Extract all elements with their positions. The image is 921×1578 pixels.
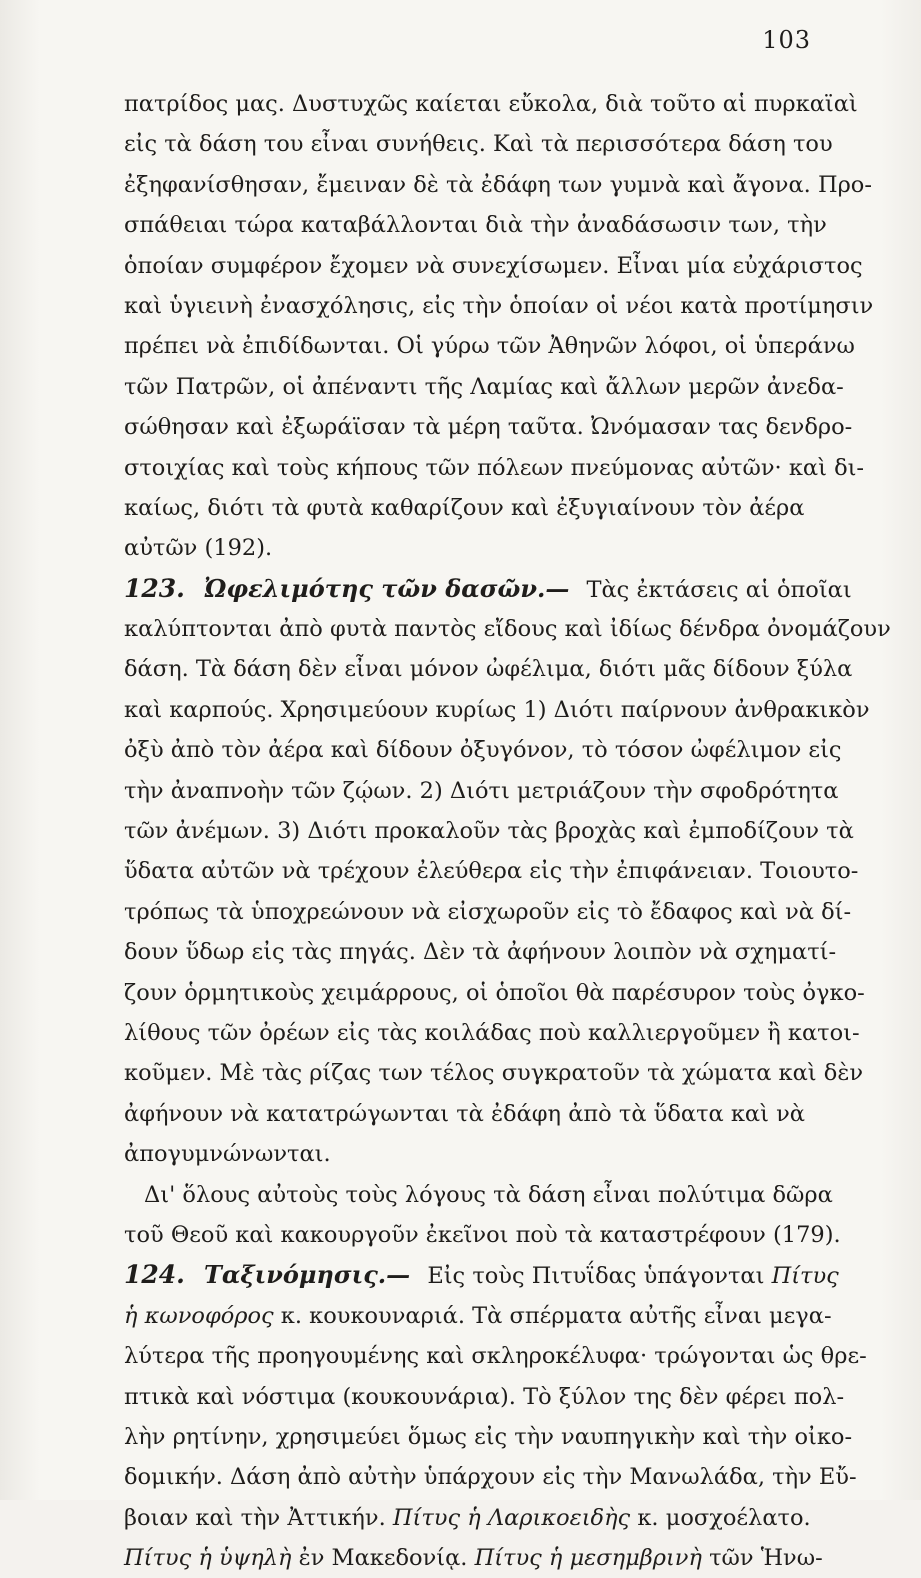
- text-fragment: Εἰς τοὺς Πιτυΐδας ὑπάγονται: [427, 1263, 765, 1290]
- text-line: πατρίδος μας. Δυστυχῶς καίεται εὔκολα, διὰ τοῦτο αἱ πυρκαϊαὶ: [124, 91, 858, 117]
- text-fragment: Τὰς ἐκτάσεις αἱ ὁποῖαι: [586, 576, 852, 603]
- text-line: τῶν Πατρῶν, οἱ ἀπέναντι τῆς Λαμίας καὶ ἄλλων μερῶν ἀνεδα-: [124, 373, 844, 400]
- text-fragment: Πίτυς ἡ ὑψηλὴ: [124, 1545, 292, 1572]
- text-fragment: ἡ κωνοφόρος: [124, 1302, 274, 1329]
- text-fragment: ἐν Μακεδονίᾳ.: [298, 1545, 468, 1572]
- page-number: 103: [762, 26, 811, 54]
- text-line: ἀπογυμνώνωνται.: [124, 1141, 331, 1168]
- text-line: ὀξὺ ἀπὸ τὸν ἀέρα καὶ δίδουν ὀξυγόνον, τὸ τόσον ὠφέλιμον εἰς: [124, 737, 842, 764]
- text-line: καὶ καρπούς. Χρησιμεύουν κυρίως 1) Διότι παίρνουν ἀνθρακικὸν: [124, 696, 870, 723]
- text-line: ὕδατα αὐτῶν νὰ τρέχουν ἐλεύθερα εἰς τὴν ἐπιφάνειαν. Τοιουτο-: [124, 858, 859, 885]
- text-line: δουν ὕδωρ εἰς τὰς πηγάς. Δὲν τὰ ἀφήνουν λοιπὸν νὰ σχηματί-: [124, 939, 837, 966]
- text-fragment: κ. κουκουναριά. Τὰ σπέρματα αὐτῆς εἶναι μεγα-: [280, 1302, 832, 1329]
- text-fragment: Πίτυς ἡ μεσημβρινὴ: [474, 1545, 702, 1572]
- section-heading-line: [124, 569, 852, 609]
- text-line: λίθους τῶν ὀρέων εἰς τὰς κοιλάδας ποὺ καλλιεργοῦμεν ἢ κατοι-: [124, 1019, 860, 1046]
- text-fragment: τῶν Ἡνω-: [709, 1545, 823, 1572]
- text-line: καλύπτονται ἀπὸ φυτὰ παντὸς εἴδους καὶ ἰδίως δένδρα ὀνομάζουν: [124, 616, 891, 643]
- text-line: ἀφήνουν νὰ κατατρώγωνται τὰ ἐδάφη ἀπὸ τὰ ὕδατα καὶ νὰ: [124, 1100, 805, 1127]
- text-line: πτικὰ καὶ νόστιμα (κουκουνάρια). Τὸ ξύλον της δὲν φέρει πολ-: [124, 1383, 845, 1410]
- text-line: σπάθειαι τώρα καταβάλλονται διὰ τὴν ἀναδάσωσιν των, τὴν: [124, 212, 827, 239]
- text-fragment: Πίτυς ἡ Λαρικοειδὴς: [392, 1504, 631, 1531]
- text-line: ὁποίαν συμφέρον ἔχομεν νὰ συνεχίσωμεν. Εἶναι μία εὐχάριστος: [124, 252, 863, 279]
- section-number: 124.: [124, 1260, 185, 1290]
- text-line: τρόπως τὰ ὑποχρεώνουν νὰ εἰσχωροῦν εἰς τὸ ἔδαφος καὶ νὰ δί-: [124, 898, 852, 925]
- text-line: [124, 1498, 811, 1538]
- text-line: λύτερα τῆς προηγουμένης καὶ σκληροκέλυφα· τρώγονται ὡς θρε-: [124, 1343, 867, 1370]
- text-line: τῶν ἀνέμων. 3) Διότι προκαλοῦν τὰς βροχὰς καὶ ἐμποδίζουν τὰ: [124, 818, 854, 845]
- text-line: στοιχίας καὶ τοὺς κήπους τῶν πόλεων πνεύμονας αὐτῶν· καὶ δι-: [124, 454, 865, 481]
- text-line: ζουν ὁρμητικοὺς χειμάρρους, οἱ ὁποῖοι θὰ παρέσυρον τοὺς ὀγκο-: [124, 979, 865, 1006]
- section-title: Ταξινόμησις.—: [204, 1260, 411, 1290]
- text-line: δομικήν. Δάση ἀπὸ αὐτὴν ὑπάρχουν εἰς τὴν Μανωλάδα, τὴν Εὔ-: [124, 1464, 857, 1491]
- text-line: τὴν ἀναπνοὴν τῶν ζῴων. 2) Διότι μετριάζουν τὴν σφοδρότητα: [124, 777, 839, 804]
- section-title: Ὠφελιμότης τῶν δασῶν.—: [204, 573, 570, 603]
- text-line: ἐξηφανίσθησαν, ἔμειναν δὲ τὰ ἐδάφη των γυμνὰ καὶ ἄγονα. Προ-: [124, 171, 872, 198]
- text-line: καὶ ὑγιεινὴ ἐνασχόλησις, εἰς τὴν ὁποίαν οἱ νέοι κατὰ προτίμησιν: [124, 292, 874, 319]
- text-fragment: βοιαν καὶ τὴν Ἀττικήν.: [124, 1504, 386, 1531]
- text-line: κοῦμεν. Μὲ τὰς ρίζας των τέλος συγκρατοῦν τὰ χώματα καὶ δὲν: [124, 1060, 864, 1087]
- text-fragment: κ. μοσχοέλατο.: [637, 1504, 811, 1531]
- text-line: Δι' ὅλους αὐτοὺς τοὺς λόγους τὰ δάση εἶναι πολύτιμα δῶρα: [144, 1181, 833, 1208]
- text-line: τοῦ Θεοῦ καὶ κακουργοῦν ἐκεῖνοι ποὺ τὰ καταστρέφουν (179).: [124, 1221, 841, 1248]
- text-fragment: Πίτυς: [771, 1263, 839, 1290]
- text-line: εἰς τὰ δάση του εἶναι συνήθεις. Καὶ τὰ περισσότερα δάση του: [124, 131, 833, 158]
- text-line: λὴν ρητίνην, χρησιμεύει ὅμως εἰς τὴν ναυπηγικὴν καὶ τὴν οἰκο-: [124, 1423, 853, 1450]
- text-line: δάση. Τὰ δάση δὲν εἶναι μόνον ὠφέλιμα, διότι μᾶς δίδουν ξύλα: [124, 656, 853, 683]
- text-line: [124, 1296, 832, 1336]
- body-text: [124, 84, 891, 1578]
- text-line: καίως, διότι τὰ φυτὰ καθαρίζουν καὶ ἐξυγιαίνουν τὸν ἀέρα: [124, 494, 805, 521]
- section-number: 123.: [124, 573, 185, 603]
- text-line: αὐτῶν (192).: [124, 535, 273, 562]
- text-line: πρέπει νὰ ἐπιδίδωνται. Οἱ γύρω τῶν Ἀθηνῶν λόφοι, οἱ ὑπεράνω: [124, 333, 855, 360]
- section-heading-line: [124, 1255, 839, 1295]
- text-line: [124, 1538, 823, 1578]
- text-line: σώθησαν καὶ ἐξωράϊσαν τὰ μέρη ταῦτα. Ὠνόμασαν τας δενδρο-: [124, 414, 853, 441]
